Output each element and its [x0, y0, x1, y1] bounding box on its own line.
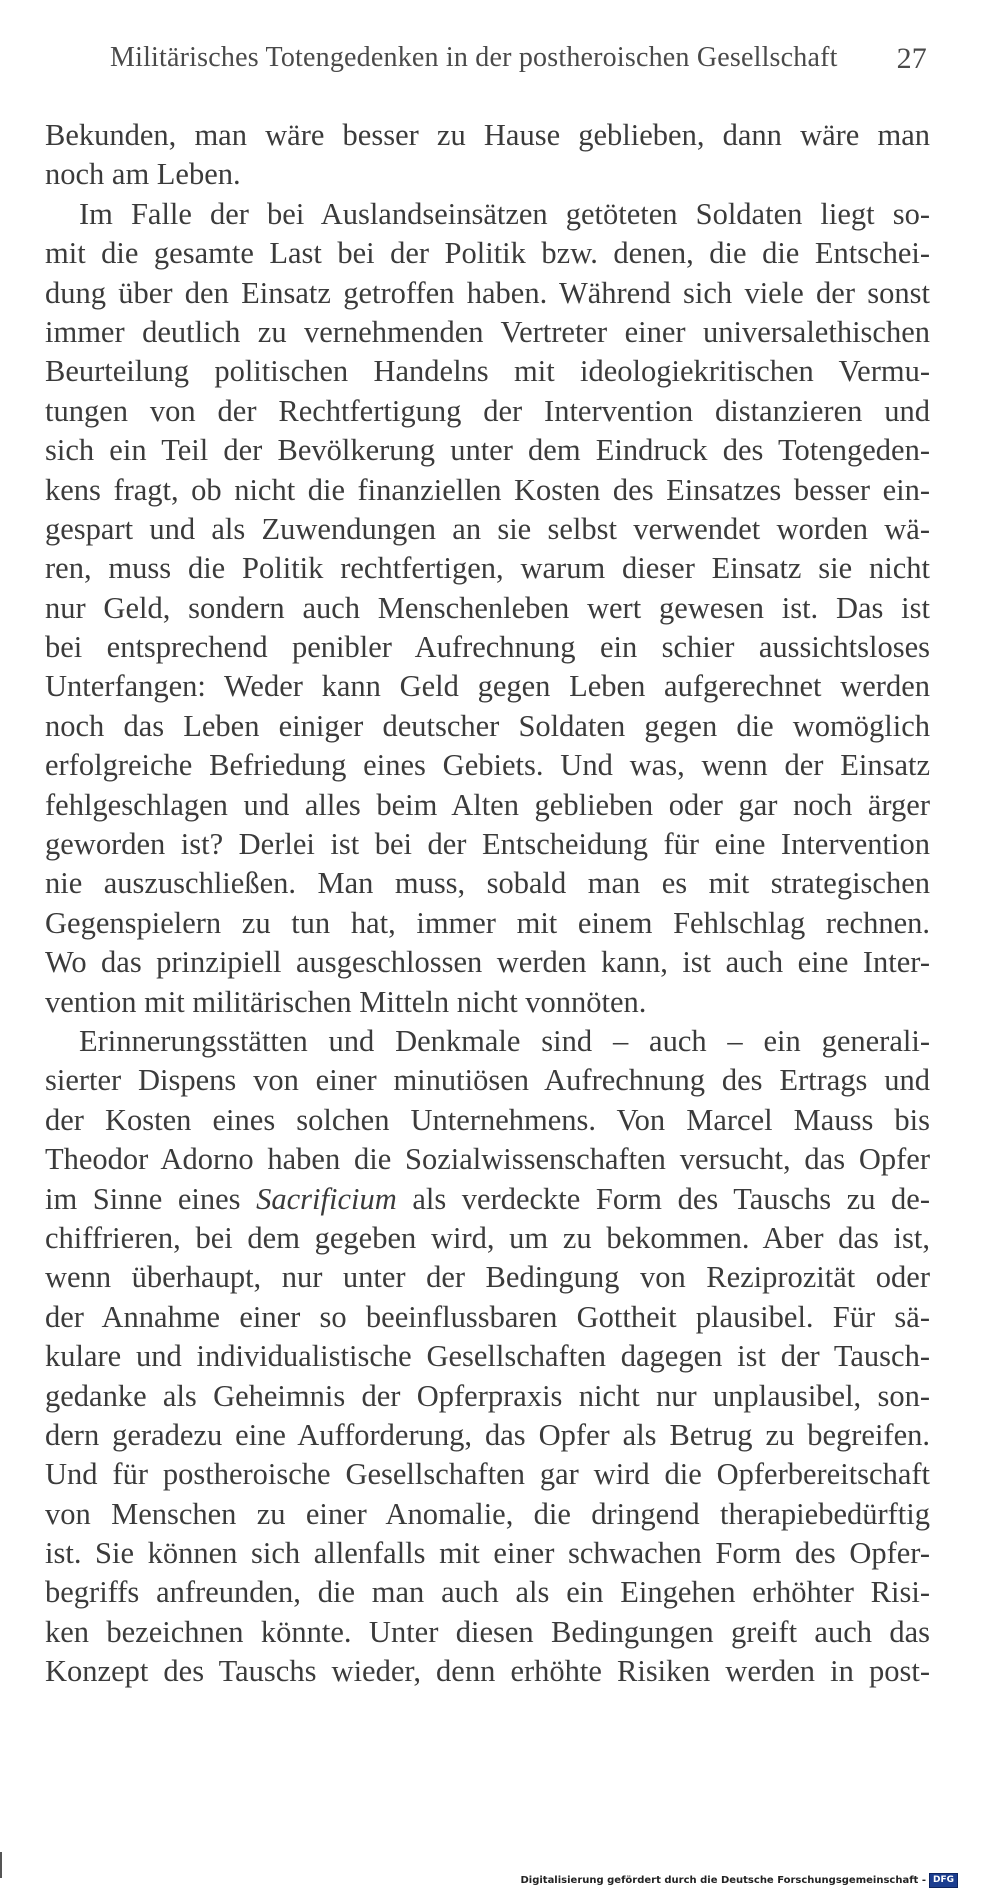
text-line [45, 116, 930, 155]
text-line-segment: der Kosten eines solchen Unternehmens. Von Marcel Mauss bis [45, 1102, 930, 1137]
text-line-segment: gespart und als Zuwendungen an sie selbst verwendet worden wä- [45, 511, 930, 546]
text-line-segment: dern geradezu eine Aufforderung, das Opfer als Betrug zu begreifen. [45, 1417, 930, 1452]
body-text [45, 116, 930, 1692]
text-line-segment: begriffs anfreunden, die man auch als ein Eingehen erhöhter Risi- [45, 1575, 930, 1610]
text-line-segment: Und für postheroische Gesellschaften gar wird die Opferbereitschaft [45, 1457, 930, 1492]
text-line-segment: mit die gesamte Last bei der Politik bzw. denen, die die Entschei- [45, 236, 930, 271]
text-line-segment: Wo das prinzipiell ausgeschlossen werden kann, ist auch eine Inter- [45, 945, 930, 980]
text-line-segment: Unterfangen: Weder kann Geld gegen Leben aufgerechnet werden [45, 669, 930, 704]
digitization-credit-text: Digitalisierung gefördert durch die Deutsche Forschungsgemeinschaft - [520, 1875, 926, 1886]
text-line-segment: dung über den Einsatz getroffen haben. Während sich viele der sonst [45, 275, 930, 310]
text-line [45, 313, 930, 352]
text-line [45, 1573, 930, 1612]
text-line-segment: Konzept des Tauschs wieder, denn erhöhte Risiken werden in post- [45, 1654, 930, 1689]
text-line-segment: kens fragt, ob nicht die finanziellen Kosten des Einsatzes besser ein- [45, 472, 930, 507]
text-line-segment: Bekunden, man wäre besser zu Hause geblieben, dann wäre man [45, 118, 930, 152]
text-line-segment: tungen von der Rechtfertigung der Intervention distanzieren und [45, 393, 930, 428]
text-line [45, 904, 930, 943]
text-line [45, 1140, 930, 1179]
text-line-segment: nur Geld, sondern auch Menschenleben wert gewesen ist. Das ist [45, 590, 930, 625]
text-line-segment: sich ein Teil der Bevölkerung unter dem Eindruck des Totengeden- [45, 433, 930, 468]
scan-margin-mark [0, 1852, 2, 1878]
text-line [45, 825, 930, 864]
text-line-segment: Gegenspielern zu tun hat, immer mit einem Fehlschlag rechnen. [45, 905, 930, 940]
text-line-segment: Im Falle der bei Auslandseinsätzen getöteten Soldaten liegt so- [79, 196, 930, 231]
text-line [45, 195, 930, 234]
text-line-segment: Erinnerungsstätten und Denkmale sind – auch – ein generali- [79, 1023, 930, 1058]
text-line-segment: bei entsprechend penibler Aufrechnung ein schier aussichtsloses [45, 630, 930, 665]
text-line-segment: wenn überhaupt, nur unter der Bedingung von Reziprozität oder [45, 1260, 930, 1295]
text-line [45, 1652, 930, 1691]
text-line [45, 1101, 930, 1140]
text-line [45, 1022, 930, 1061]
text-line-segment: noch das Leben einiger deutscher Soldaten gegen die womöglich [45, 708, 930, 743]
text-line [45, 1613, 930, 1652]
text-line [45, 746, 930, 785]
text-line-segment: geworden ist? Derlei ist bei der Entscheidung für eine Intervention [45, 827, 930, 862]
text-line [45, 864, 930, 903]
text-line [45, 943, 930, 982]
text-line [45, 392, 930, 431]
running-head-title: Militärisches Totengedenken in der postheroischen Gesellschaft [110, 42, 838, 73]
text-line [45, 589, 930, 628]
italic-term: Sacrificium [256, 1181, 397, 1216]
text-line [45, 1534, 930, 1573]
text-line [45, 707, 930, 746]
text-line-segment: der Annahme einer so beeinflussbaren Gottheit plausibel. Für sä- [45, 1299, 930, 1334]
text-line [45, 510, 930, 549]
text-line-segment: immer deutlich zu vernehmenden Vertreter einer universalethischen [45, 314, 930, 349]
text-line-segment: kulare und individualistische Gesellschaften dagegen ist der Tausch- [45, 1339, 930, 1374]
text-line-segment: Theodor Adorno haben die Sozialwissenschaften versucht, das Opfer [45, 1142, 930, 1177]
page-number: 27 [896, 42, 927, 75]
text-line-segment: fehlgeschlagen und alles beim Alten geblieben oder gar noch ärger [45, 787, 930, 822]
text-line [45, 983, 930, 1022]
text-line [45, 786, 930, 825]
text-line-segment: ren, muss die Politik rechtfertigen, warum dieser Einsatz sie nicht [45, 551, 930, 586]
text-line [45, 274, 930, 313]
text-line [45, 1298, 930, 1337]
text-line [45, 667, 930, 706]
text-line-segment: sierter Dispens von einer minutiösen Aufrechnung des Ertrags und [45, 1063, 930, 1098]
text-line-segment: im Sinne eines [45, 1181, 257, 1216]
text-line-segment: chiffrieren, bei dem gegeben wird, um zu bekommen. Aber das ist, [45, 1220, 930, 1255]
text-line [45, 549, 930, 588]
text-line-segment: noch am Leben. [45, 157, 241, 192]
text-line-segment: als verdeckte Form des Tauschs zu de- [396, 1181, 931, 1216]
text-line [45, 1258, 930, 1297]
text-line [45, 1416, 930, 1455]
text-line-segment: ken bezeichnen könnte. Unter diesen Bedingungen greift auch das [45, 1614, 930, 1649]
dfg-logo-icon: DFG [929, 1873, 958, 1888]
text-line [45, 1180, 930, 1219]
text-line [45, 234, 930, 273]
text-line-segment: erfolgreiche Befriedung eines Gebiets. Und was, wenn der Einsatz [45, 748, 930, 783]
text-line-segment: ist. Sie können sich allenfalls mit einer schwachen Form des Opfer- [45, 1536, 930, 1571]
text-line [45, 1377, 930, 1416]
text-line [45, 1337, 930, 1376]
text-line [45, 471, 930, 510]
text-line-segment: gedanke als Geheimnis der Opferpraxis nicht nur unplausibel, son- [45, 1378, 930, 1413]
text-line [45, 352, 930, 391]
text-line [45, 155, 930, 194]
digitization-credit [520, 1873, 958, 1888]
text-line-segment: nie auszuschließen. Man muss, sobald man es mit strategischen [45, 866, 930, 901]
text-line-segment: Beurteilung politischen Handelns mit ideologiekritischen Vermu- [45, 354, 930, 389]
text-line [45, 628, 930, 667]
text-line [45, 431, 930, 470]
text-line [45, 1219, 930, 1258]
text-line-segment: vention mit militärischen Mitteln nicht vonnöten. [45, 984, 647, 1019]
text-line-segment: von Menschen zu einer Anomalie, die dringend therapiebedürftig [45, 1496, 930, 1531]
text-line [45, 1495, 930, 1534]
text-line [45, 1061, 930, 1100]
text-line [45, 1455, 930, 1494]
